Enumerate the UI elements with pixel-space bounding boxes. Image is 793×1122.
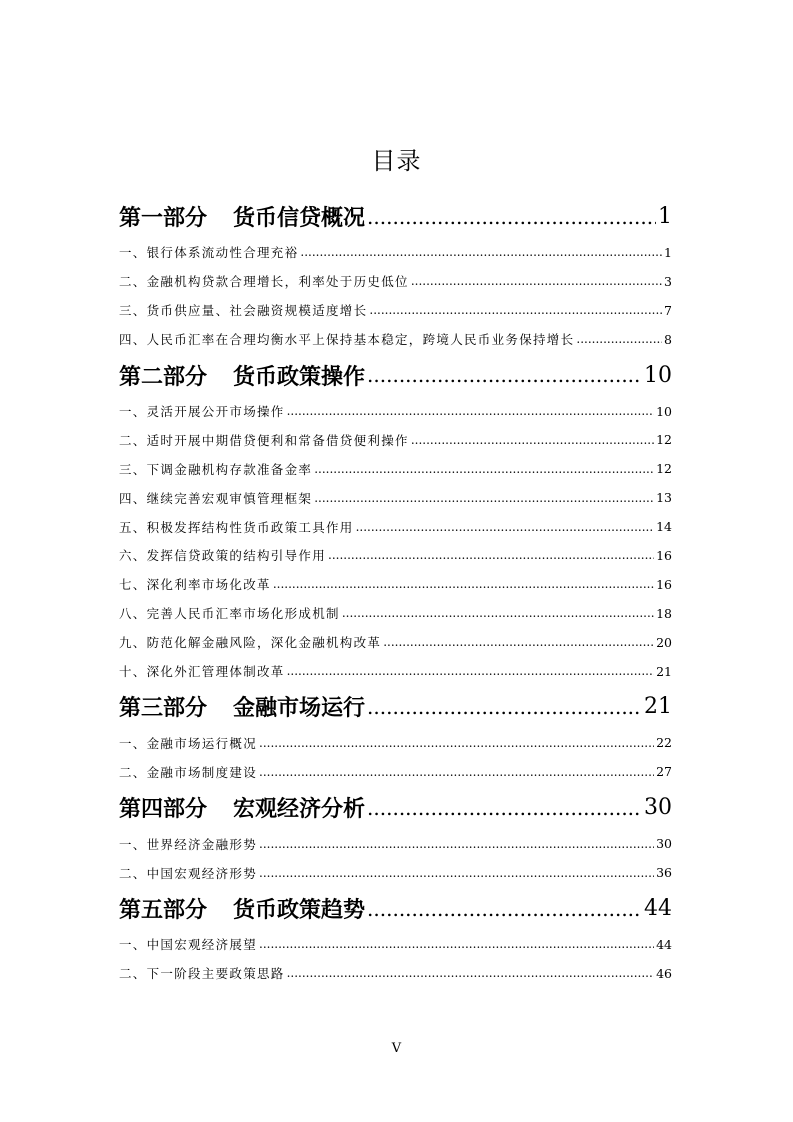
toc-section-row[interactable] bbox=[119, 657, 672, 686]
toc-part-label bbox=[119, 201, 365, 232]
toc-section-title: 二、下一阶段主要政策思路 bbox=[119, 966, 285, 982]
toc-section-row[interactable] bbox=[119, 483, 672, 512]
dot-leader bbox=[259, 937, 654, 951]
toc-page-number: 36 bbox=[656, 865, 672, 881]
toc-page-number: 3 bbox=[664, 273, 672, 289]
toc-section-title: 二、中国宏观经济形势 bbox=[119, 865, 258, 881]
toc-section-row[interactable] bbox=[119, 858, 672, 887]
toc-section-title: 一、灵活开展公开市场操作 bbox=[119, 404, 285, 419]
toc-section-row[interactable] bbox=[119, 757, 672, 786]
toc-part-number: 第一部分 bbox=[119, 205, 208, 231]
toc-page-number: 20 bbox=[656, 634, 672, 650]
toc-part-number: 第五部分 bbox=[119, 897, 208, 924]
dot-leader bbox=[259, 765, 654, 779]
dot-leader bbox=[369, 303, 662, 317]
toc-section-title: 一、中国宏观经济展望 bbox=[119, 937, 258, 953]
dot-leader bbox=[356, 520, 654, 534]
toc-section-title: 二、金融市场制度建设 bbox=[119, 764, 258, 780]
dot-leader bbox=[342, 606, 654, 620]
dot-leader bbox=[287, 404, 654, 418]
toc-section-title: 十、深化外汇管理体制改革 bbox=[119, 664, 285, 680]
toc-page-number: 22 bbox=[656, 735, 672, 751]
toc-section-row[interactable] bbox=[119, 325, 672, 354]
toc-part-title: 货币政策操作 bbox=[233, 363, 366, 390]
toc-page-number: 16 bbox=[656, 576, 672, 592]
toc-part-title: 货币信贷概况 bbox=[233, 205, 366, 231]
toc-section-row[interactable] bbox=[119, 425, 672, 454]
toc-page-number: 12 bbox=[656, 432, 672, 448]
toc-part-number: 第三部分 bbox=[119, 695, 208, 722]
toc-section-row[interactable] bbox=[119, 541, 672, 570]
toc-section-row[interactable] bbox=[119, 599, 672, 628]
page-number: V bbox=[391, 1041, 402, 1056]
toc-section-title: 三、下调金融机构存款准备金率 bbox=[119, 461, 313, 477]
toc-page-number: 1 bbox=[664, 244, 672, 260]
dot-leader bbox=[411, 274, 662, 288]
dot-leader bbox=[367, 205, 656, 229]
toc-part-title: 货币政策趋势 bbox=[233, 897, 366, 924]
toc-section-title: 八、完善人民币汇率市场化形成机制 bbox=[119, 606, 340, 622]
dot-leader bbox=[287, 966, 654, 980]
toc-section-row[interactable] bbox=[119, 728, 672, 757]
toc-section-title: 一、金融市场运行概况 bbox=[119, 735, 258, 751]
dot-leader bbox=[259, 736, 654, 750]
toc-section-title: 五、积极发挥结构性货币政策工具作用 bbox=[119, 519, 354, 535]
dot-leader bbox=[314, 462, 654, 476]
toc-page-number: 14 bbox=[656, 519, 672, 535]
dot-leader bbox=[367, 363, 642, 387]
toc-section-title: 二、适时开展中期借贷便利和常备借贷便利操作 bbox=[119, 432, 409, 448]
toc-section-row[interactable] bbox=[119, 238, 672, 267]
toc-section-row[interactable] bbox=[119, 829, 672, 858]
toc-page-number: 1 bbox=[658, 204, 672, 229]
dot-leader bbox=[259, 866, 654, 880]
toc-part-number: 第二部分 bbox=[119, 363, 208, 390]
toc-section-title: 七、深化利率市场化改革 bbox=[119, 577, 271, 593]
toc-section-row[interactable] bbox=[119, 570, 672, 599]
toc-section-title: 六、发挥信贷政策的结构引导作用 bbox=[119, 548, 327, 564]
toc-page-number: 12 bbox=[656, 461, 672, 477]
toc-page-number: 46 bbox=[656, 965, 672, 981]
toc-page-number: 30 bbox=[656, 836, 672, 852]
dot-leader bbox=[328, 548, 654, 562]
toc-page-number: 13 bbox=[656, 490, 672, 506]
toc-section-row[interactable] bbox=[119, 628, 672, 657]
dot-leader bbox=[287, 664, 654, 678]
toc-part-row[interactable] bbox=[119, 685, 672, 728]
table-of-contents bbox=[119, 195, 672, 988]
toc-section-title: 二、金融机构贷款合理增长，利率处于历史低位 bbox=[119, 274, 409, 290]
dot-leader bbox=[367, 897, 642, 921]
toc-part-row[interactable] bbox=[119, 354, 672, 397]
toc-section-row[interactable] bbox=[119, 959, 672, 988]
dot-leader bbox=[383, 635, 654, 649]
dot-leader bbox=[300, 245, 662, 259]
toc-page-number: 27 bbox=[656, 764, 672, 780]
toc-section-row[interactable] bbox=[119, 267, 672, 296]
toc-section-title: 四、人民币汇率在合理均衡水平上保持基本稳定，跨境人民币业务保持增长 bbox=[119, 332, 575, 348]
toc-page-number: 18 bbox=[656, 605, 672, 621]
dot-leader bbox=[411, 433, 654, 447]
toc-page-number: 44 bbox=[656, 936, 672, 952]
toc-section-title: 三、货币供应量、社会融资规模适度增长 bbox=[119, 303, 368, 319]
toc-page-number: 10 bbox=[656, 403, 672, 419]
toc-page-number: 30 bbox=[644, 795, 672, 821]
dot-leader bbox=[367, 695, 642, 719]
toc-section-row[interactable] bbox=[119, 296, 672, 325]
toc-page-number: 44 bbox=[644, 896, 672, 922]
toc-section-row[interactable] bbox=[119, 930, 672, 959]
toc-page-number: 10 bbox=[644, 362, 672, 388]
toc-part-row[interactable] bbox=[119, 195, 672, 238]
dot-leader bbox=[273, 577, 654, 591]
toc-section-row[interactable] bbox=[119, 397, 672, 426]
toc-page-number: 7 bbox=[664, 302, 672, 318]
dot-leader bbox=[576, 332, 662, 346]
toc-part-row[interactable] bbox=[119, 887, 672, 930]
toc-section-title: 九、防范化解金融风险，深化金融机构改革 bbox=[119, 635, 382, 651]
toc-part-title: 金融市场运行 bbox=[233, 695, 366, 722]
toc-part-label bbox=[119, 691, 365, 722]
toc-part-label bbox=[119, 360, 365, 391]
toc-part-label bbox=[119, 893, 365, 924]
toc-part-number: 第四部分 bbox=[119, 796, 208, 823]
toc-section-row[interactable] bbox=[119, 454, 672, 483]
toc-page-number: 21 bbox=[644, 694, 672, 720]
toc-section-title: 一、银行体系流动性合理充裕 bbox=[119, 245, 299, 261]
toc-section-title: 一、世界经济金融形势 bbox=[119, 836, 258, 852]
dot-leader bbox=[259, 837, 654, 851]
toc-page-number: 16 bbox=[656, 547, 672, 563]
toc-part-label bbox=[119, 792, 365, 823]
toc-part-title: 宏观经济分析 bbox=[233, 796, 366, 823]
dot-leader bbox=[367, 796, 642, 820]
toc-part-row[interactable] bbox=[119, 786, 672, 829]
toc-page-number: 21 bbox=[656, 663, 672, 679]
toc-section-title: 四、继续完善宏观审慎管理框架 bbox=[119, 490, 313, 506]
toc-section-row[interactable] bbox=[119, 512, 672, 541]
dot-leader bbox=[314, 491, 654, 505]
toc-title: 目录 bbox=[371, 147, 422, 175]
toc-page-number: 8 bbox=[664, 331, 672, 347]
